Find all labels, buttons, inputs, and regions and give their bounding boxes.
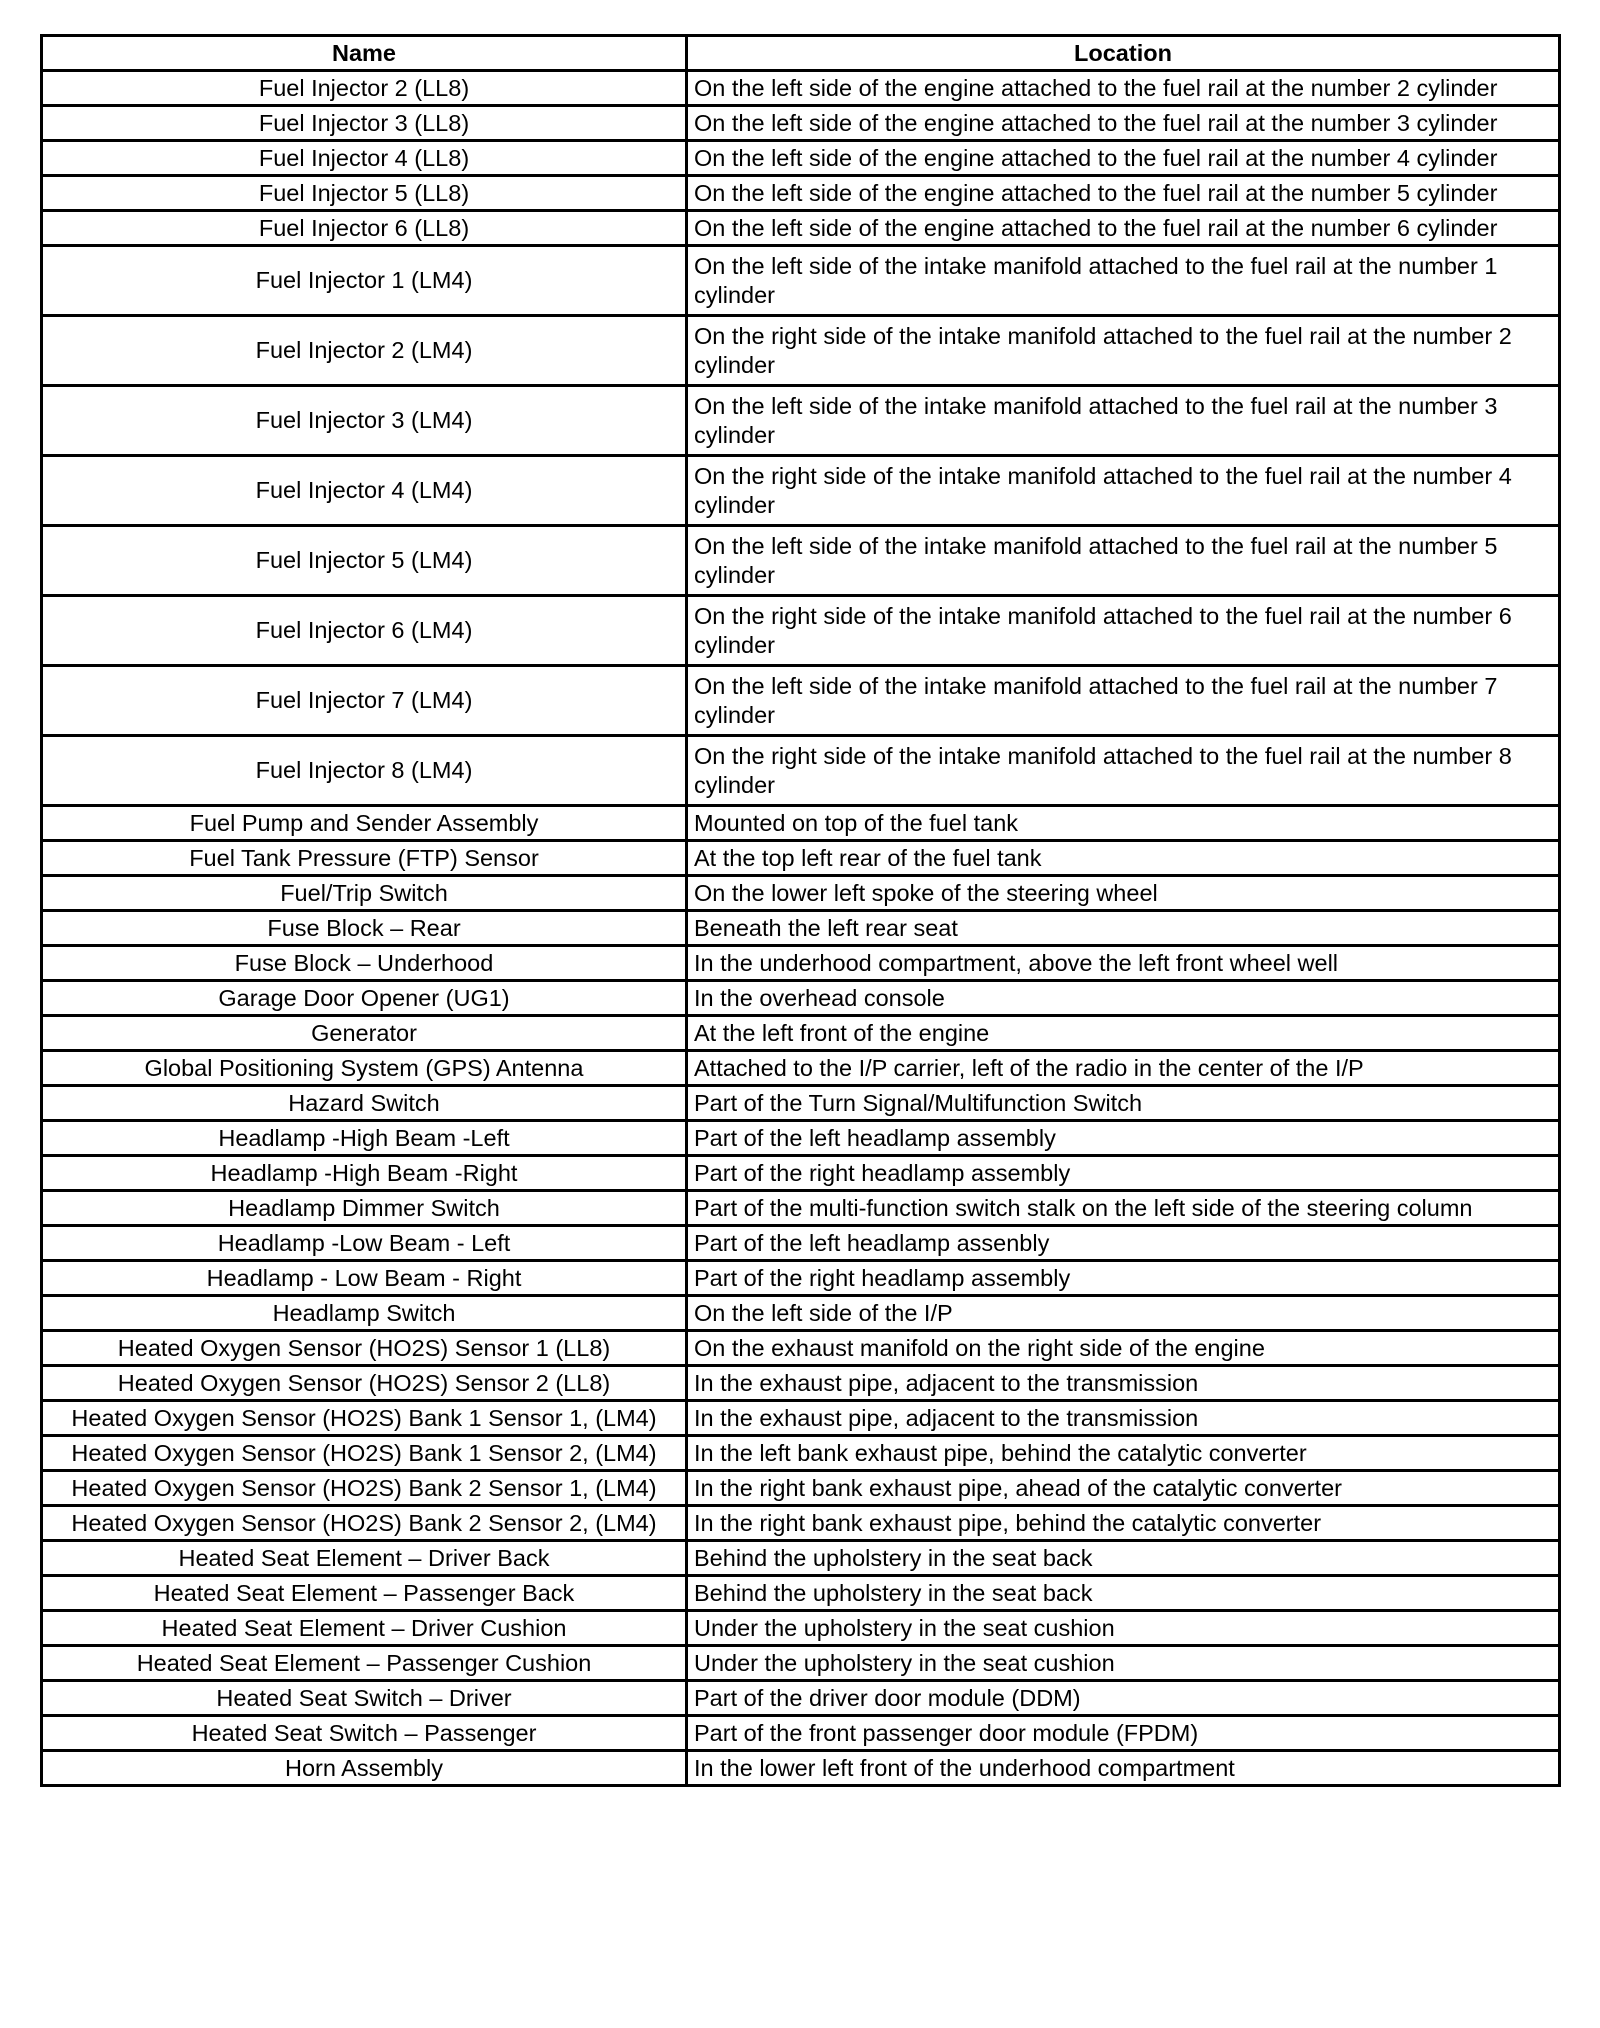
- location-column-header: Location: [687, 36, 1560, 71]
- component-location-cell: On the right side of the intake manifold attached to the fuel rail at the number 6 cylinder: [687, 596, 1560, 666]
- table-row: [42, 1681, 1560, 1716]
- component-name-cell: Headlamp -High Beam -Right: [42, 1156, 687, 1191]
- table-row: [42, 316, 1560, 386]
- component-name-cell: Fuel Injector 5 (LL8): [42, 176, 687, 211]
- component-location-cell: In the underhood compartment, above the left front wheel well: [687, 946, 1560, 981]
- component-name-cell: Fuel Injector 4 (LM4): [42, 456, 687, 526]
- component-name-cell: Fuel Injector 7 (LM4): [42, 666, 687, 736]
- component-location-cell: Part of the front passenger door module (FPDM): [687, 1716, 1560, 1751]
- component-location-cell: At the left front of the engine: [687, 1016, 1560, 1051]
- table-row: [42, 1611, 1560, 1646]
- component-location-cell: Part of the right headlamp assembly: [687, 1261, 1560, 1296]
- table-row: [42, 176, 1560, 211]
- table-row: [42, 806, 1560, 841]
- component-name-cell: Fuel Injector 6 (LM4): [42, 596, 687, 666]
- component-name-cell: Headlamp -Low Beam - Left: [42, 1226, 687, 1261]
- table-row: [42, 596, 1560, 666]
- component-name-cell: Fuel Injector 8 (LM4): [42, 736, 687, 806]
- table-body: [42, 71, 1560, 1786]
- table-row: [42, 981, 1560, 1016]
- component-name-cell: Fuse Block – Underhood: [42, 946, 687, 981]
- table-row: [42, 841, 1560, 876]
- component-name-cell: Heated Oxygen Sensor (HO2S) Bank 1 Sensor 2, (LM4): [42, 1436, 687, 1471]
- table-row: [42, 1226, 1560, 1261]
- table-row: [42, 1331, 1560, 1366]
- component-name-cell: Headlamp Dimmer Switch: [42, 1191, 687, 1226]
- component-location-table: [40, 34, 1561, 1787]
- table-row: [42, 736, 1560, 806]
- table-row: [42, 106, 1560, 141]
- table-row: [42, 71, 1560, 106]
- component-name-cell: Fuel Injector 3 (LL8): [42, 106, 687, 141]
- component-name-cell: Heated Oxygen Sensor (HO2S) Bank 1 Sensor 1, (LM4): [42, 1401, 687, 1436]
- component-location-cell: On the left side of the engine attached to the fuel rail at the number 2 cylinder: [687, 71, 1560, 106]
- component-name-cell: Fuel Tank Pressure (FTP) Sensor: [42, 841, 687, 876]
- table-row: [42, 526, 1560, 596]
- table-row: [42, 876, 1560, 911]
- table-row: [42, 246, 1560, 316]
- component-location-cell: Part of the right headlamp assembly: [687, 1156, 1560, 1191]
- component-location-cell: Under the upholstery in the seat cushion: [687, 1611, 1560, 1646]
- component-location-cell: In the overhead console: [687, 981, 1560, 1016]
- component-location-cell: On the exhaust manifold on the right side of the engine: [687, 1331, 1560, 1366]
- table-row: [42, 946, 1560, 981]
- component-location-cell: On the left side of the intake manifold attached to the fuel rail at the number 5 cylinder: [687, 526, 1560, 596]
- table-row: [42, 911, 1560, 946]
- component-location-cell: Part of the Turn Signal/Multifunction Switch: [687, 1086, 1560, 1121]
- header-row: [42, 36, 1560, 71]
- component-name-cell: Heated Oxygen Sensor (HO2S) Sensor 2 (LL8): [42, 1366, 687, 1401]
- component-name-cell: Fuel Injector 2 (LM4): [42, 316, 687, 386]
- table-row: [42, 1436, 1560, 1471]
- component-location-cell: In the right bank exhaust pipe, ahead of the catalytic converter: [687, 1471, 1560, 1506]
- component-name-cell: Horn Assembly: [42, 1751, 687, 1786]
- component-name-cell: Fuel Injector 1 (LM4): [42, 246, 687, 316]
- table-row: [42, 1156, 1560, 1191]
- component-location-cell: On the left side of the engine attached to the fuel rail at the number 5 cylinder: [687, 176, 1560, 211]
- component-location-cell: In the lower left front of the underhood compartment: [687, 1751, 1560, 1786]
- table-row: [42, 666, 1560, 736]
- component-location-cell: On the right side of the intake manifold attached to the fuel rail at the number 8 cylinder: [687, 736, 1560, 806]
- component-location-cell: Attached to the I/P carrier, left of the radio in the center of the I/P: [687, 1051, 1560, 1086]
- table-row: [42, 1296, 1560, 1331]
- component-location-cell: In the right bank exhaust pipe, behind the catalytic converter: [687, 1506, 1560, 1541]
- component-location-cell: In the exhaust pipe, adjacent to the transmission: [687, 1401, 1560, 1436]
- component-name-cell: Fuel Injector 2 (LL8): [42, 71, 687, 106]
- table-row: [42, 1541, 1560, 1576]
- component-location-cell: Under the upholstery in the seat cushion: [687, 1646, 1560, 1681]
- component-name-cell: Fuel Injector 4 (LL8): [42, 141, 687, 176]
- component-name-cell: Headlamp - Low Beam - Right: [42, 1261, 687, 1296]
- component-name-cell: Heated Seat Switch – Driver: [42, 1681, 687, 1716]
- name-column-header: Name: [42, 36, 687, 71]
- component-name-cell: Heated Oxygen Sensor (HO2S) Bank 2 Sensor 1, (LM4): [42, 1471, 687, 1506]
- component-location-cell: On the left side of the intake manifold attached to the fuel rail at the number 7 cylinder: [687, 666, 1560, 736]
- component-name-cell: Heated Seat Element – Driver Cushion: [42, 1611, 687, 1646]
- table-row: [42, 1261, 1560, 1296]
- component-location-cell: Mounted on top of the fuel tank: [687, 806, 1560, 841]
- component-location-cell: Part of the left headlamp assenbly: [687, 1226, 1560, 1261]
- component-name-cell: Heated Seat Element – Passenger Cushion: [42, 1646, 687, 1681]
- component-name-cell: Heated Oxygen Sensor (HO2S) Sensor 1 (LL8): [42, 1331, 687, 1366]
- component-location-cell: Part of the driver door module (DDM): [687, 1681, 1560, 1716]
- component-name-cell: Hazard Switch: [42, 1086, 687, 1121]
- component-name-cell: Fuel/Trip Switch: [42, 876, 687, 911]
- component-location-cell: On the left side of the intake manifold attached to the fuel rail at the number 1 cylinder: [687, 246, 1560, 316]
- component-location-cell: Beneath the left rear seat: [687, 911, 1560, 946]
- component-location-cell: On the right side of the intake manifold attached to the fuel rail at the number 2 cylinder: [687, 316, 1560, 386]
- component-location-cell: On the lower left spoke of the steering wheel: [687, 876, 1560, 911]
- component-location-cell: On the left side of the engine attached to the fuel rail at the number 6 cylinder: [687, 211, 1560, 246]
- component-name-cell: Fuse Block – Rear: [42, 911, 687, 946]
- component-location-cell: On the left side of the I/P: [687, 1296, 1560, 1331]
- component-location-cell: Behind the upholstery in the seat back: [687, 1576, 1560, 1611]
- component-name-cell: Heated Seat Element – Passenger Back: [42, 1576, 687, 1611]
- table-row: [42, 1401, 1560, 1436]
- component-name-cell: Headlamp Switch: [42, 1296, 687, 1331]
- component-location-cell: Part of the left headlamp assembly: [687, 1121, 1560, 1156]
- table-row: [42, 141, 1560, 176]
- component-location-cell: Part of the multi-function switch stalk on the left side of the steering column: [687, 1191, 1560, 1226]
- component-name-cell: Heated Oxygen Sensor (HO2S) Bank 2 Sensor 2, (LM4): [42, 1506, 687, 1541]
- component-name-cell: Fuel Injector 5 (LM4): [42, 526, 687, 596]
- table-row: [42, 386, 1560, 456]
- component-location-cell: In the left bank exhaust pipe, behind the catalytic converter: [687, 1436, 1560, 1471]
- component-name-cell: Heated Seat Switch – Passenger: [42, 1716, 687, 1751]
- component-location-cell: In the exhaust pipe, adjacent to the transmission: [687, 1366, 1560, 1401]
- table-row: [42, 1716, 1560, 1751]
- table-row: [42, 456, 1560, 526]
- component-name-cell: Heated Seat Element – Driver Back: [42, 1541, 687, 1576]
- component-location-cell: On the left side of the engine attached to the fuel rail at the number 3 cylinder: [687, 106, 1560, 141]
- table-row: [42, 1576, 1560, 1611]
- component-name-cell: Fuel Injector 6 (LL8): [42, 211, 687, 246]
- table-row: [42, 1051, 1560, 1086]
- table-row: [42, 1016, 1560, 1051]
- table-row: [42, 1366, 1560, 1401]
- component-name-cell: Garage Door Opener (UG1): [42, 981, 687, 1016]
- component-name-cell: Headlamp -High Beam -Left: [42, 1121, 687, 1156]
- component-location-cell: On the left side of the engine attached to the fuel rail at the number 4 cylinder: [687, 141, 1560, 176]
- table-row: [42, 1121, 1560, 1156]
- component-name-cell: Fuel Pump and Sender Assembly: [42, 806, 687, 841]
- table-row: [42, 1646, 1560, 1681]
- table-row: [42, 1086, 1560, 1121]
- component-location-cell: On the left side of the intake manifold attached to the fuel rail at the number 3 cylinder: [687, 386, 1560, 456]
- table-row: [42, 1751, 1560, 1786]
- table-row: [42, 211, 1560, 246]
- table-row: [42, 1191, 1560, 1226]
- component-location-cell: At the top left rear of the fuel tank: [687, 841, 1560, 876]
- component-location-cell: On the right side of the intake manifold attached to the fuel rail at the number 4 cylinder: [687, 456, 1560, 526]
- component-location-cell: Behind the upholstery in the seat back: [687, 1541, 1560, 1576]
- component-name-cell: Generator: [42, 1016, 687, 1051]
- table-row: [42, 1506, 1560, 1541]
- table-row: [42, 1471, 1560, 1506]
- component-name-cell: Fuel Injector 3 (LM4): [42, 386, 687, 456]
- component-name-cell: Global Positioning System (GPS) Antenna: [42, 1051, 687, 1086]
